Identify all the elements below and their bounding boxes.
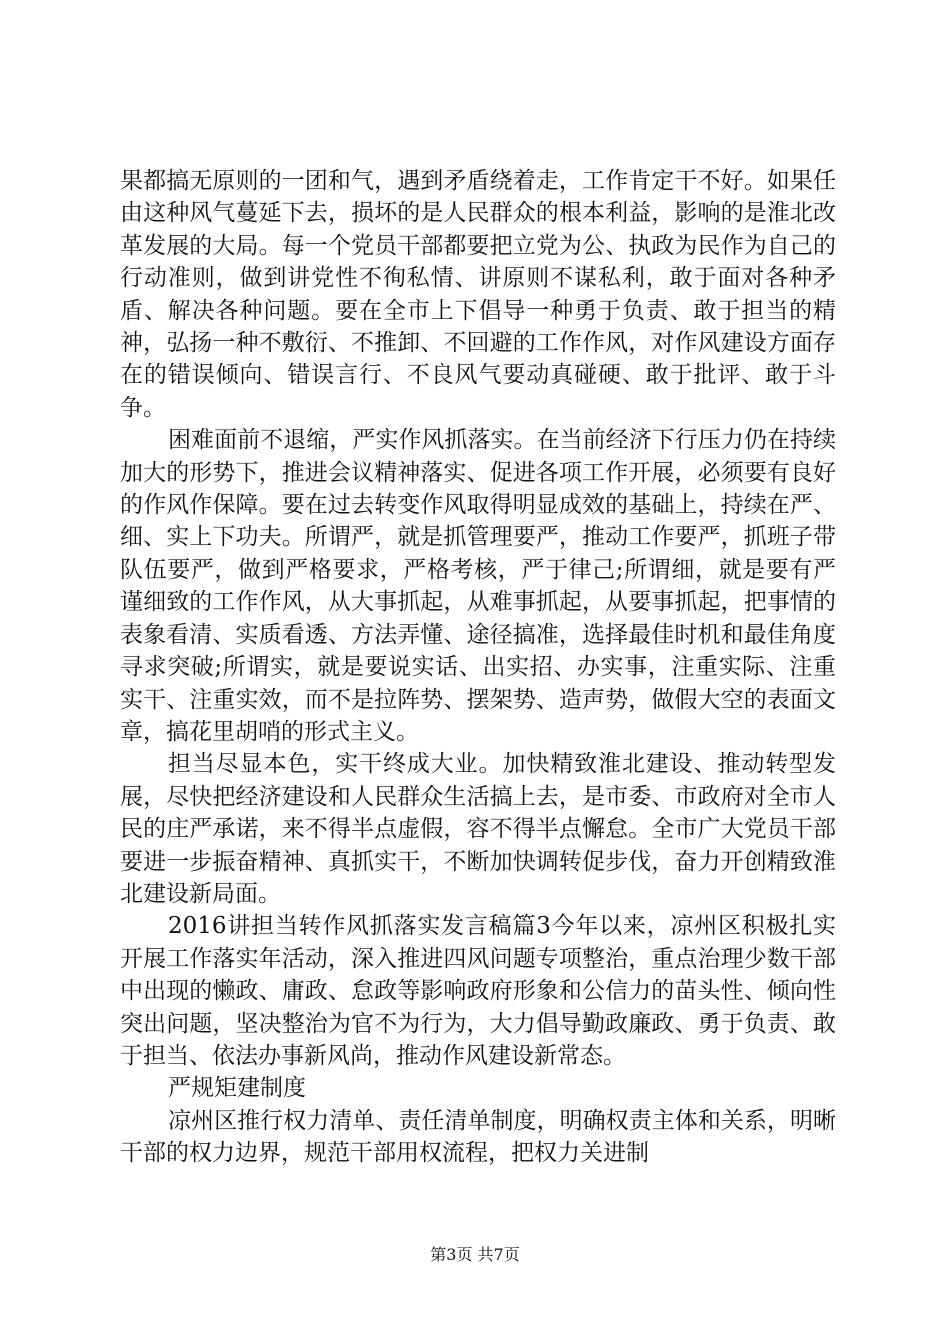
paragraph-speech-3: 2016讲担当转作风抓落实发言稿篇3今年以来，凉州区积极扎实开展工作落实年活动，深入推进四风问题专项整治，重点治理少数干部中出现的懒政、庸政、怠政等影响政府形象和公信力的苗头性、倾向性突出问题，坚决整治为官不为行为，大力倡导勤政廉政、勇于负责、敢于担当、依法办事新风尚，推动作风建设新常态。 bbox=[120, 913, 836, 1069]
paragraph-continuation: 果都搞无原则的一团和气，遇到矛盾绕着走，工作肯定干不好。如果任由这种风气蔓延下去，损坏的是人民群众的根本利益，影响的是淮北改革发展的大局。每一个党员干部都要把立党为公、执政为民作为自己的行动准则，做到讲党性不徇私情、讲原则不谋私利，敢于面对各种矛盾、解决各种问题。要在全市上下倡导一种勇于负责、敢于担当的精神，弘扬一种不敷衍、不推卸、不回避的工作作风，对作风建设方面存在的错误倾向、错误言行、不良风气要动真碰硬、敢于批评、敢于斗争。 bbox=[120, 168, 836, 421]
paragraph-strict-style: 困难面前不退缩，严实作风抓落实。在当前经济下行压力仍在持续加大的形势下，推进会议精神落实、促进各项工作开展，必须要有良好的作风作保障。要在过去转变作风取得明显成效的基础上，持续在严、细、实上下功夫。所谓严，就是抓管理要严，推动工作要严，抓班子带队伍要严，做到严格要求，严格考核，严于律己;所谓细，就是要有严谨细致的工作作风，从大事抓起，从难事抓起，从要事抓起，把事情的表象看清、实质看透、方法弄懂、途径搞准，选择最佳时机和最佳角度寻求突破;所谓实，就是要说实话、出实招、办实事，注重实际、注重实干、注重实效，而不是拉阵势、摆架势、造声势，做假大空的表面文章，搞花里胡哨的形式主义。 bbox=[120, 427, 836, 745]
section-heading: 严规矩建制度 bbox=[168, 1075, 306, 1102]
page-footer: 第3页 共7页 bbox=[430, 1245, 520, 1264]
paragraph-responsibility: 担当尽显本色，实干终成大业。加快精致淮北建设、推动转型发展，尽快把经济建设和人民群众生活搞上去，是市委、市政府对全市人民的庄严承诺，来不得半点虚假，容不得半点懈怠。全市广大党员干部要进一步振奋精神、真抓实干，不断加快调转促步伐，奋力开创精致淮北建设新局面。 bbox=[120, 751, 836, 907]
body-text bbox=[120, 165, 836, 1170]
paragraph-power-list: 凉州区推行权力清单、责任清单制度，明确权责主体和关系，明晰干部的权力边界，规范干部用权流程，把权力关进制 bbox=[120, 1107, 836, 1167]
